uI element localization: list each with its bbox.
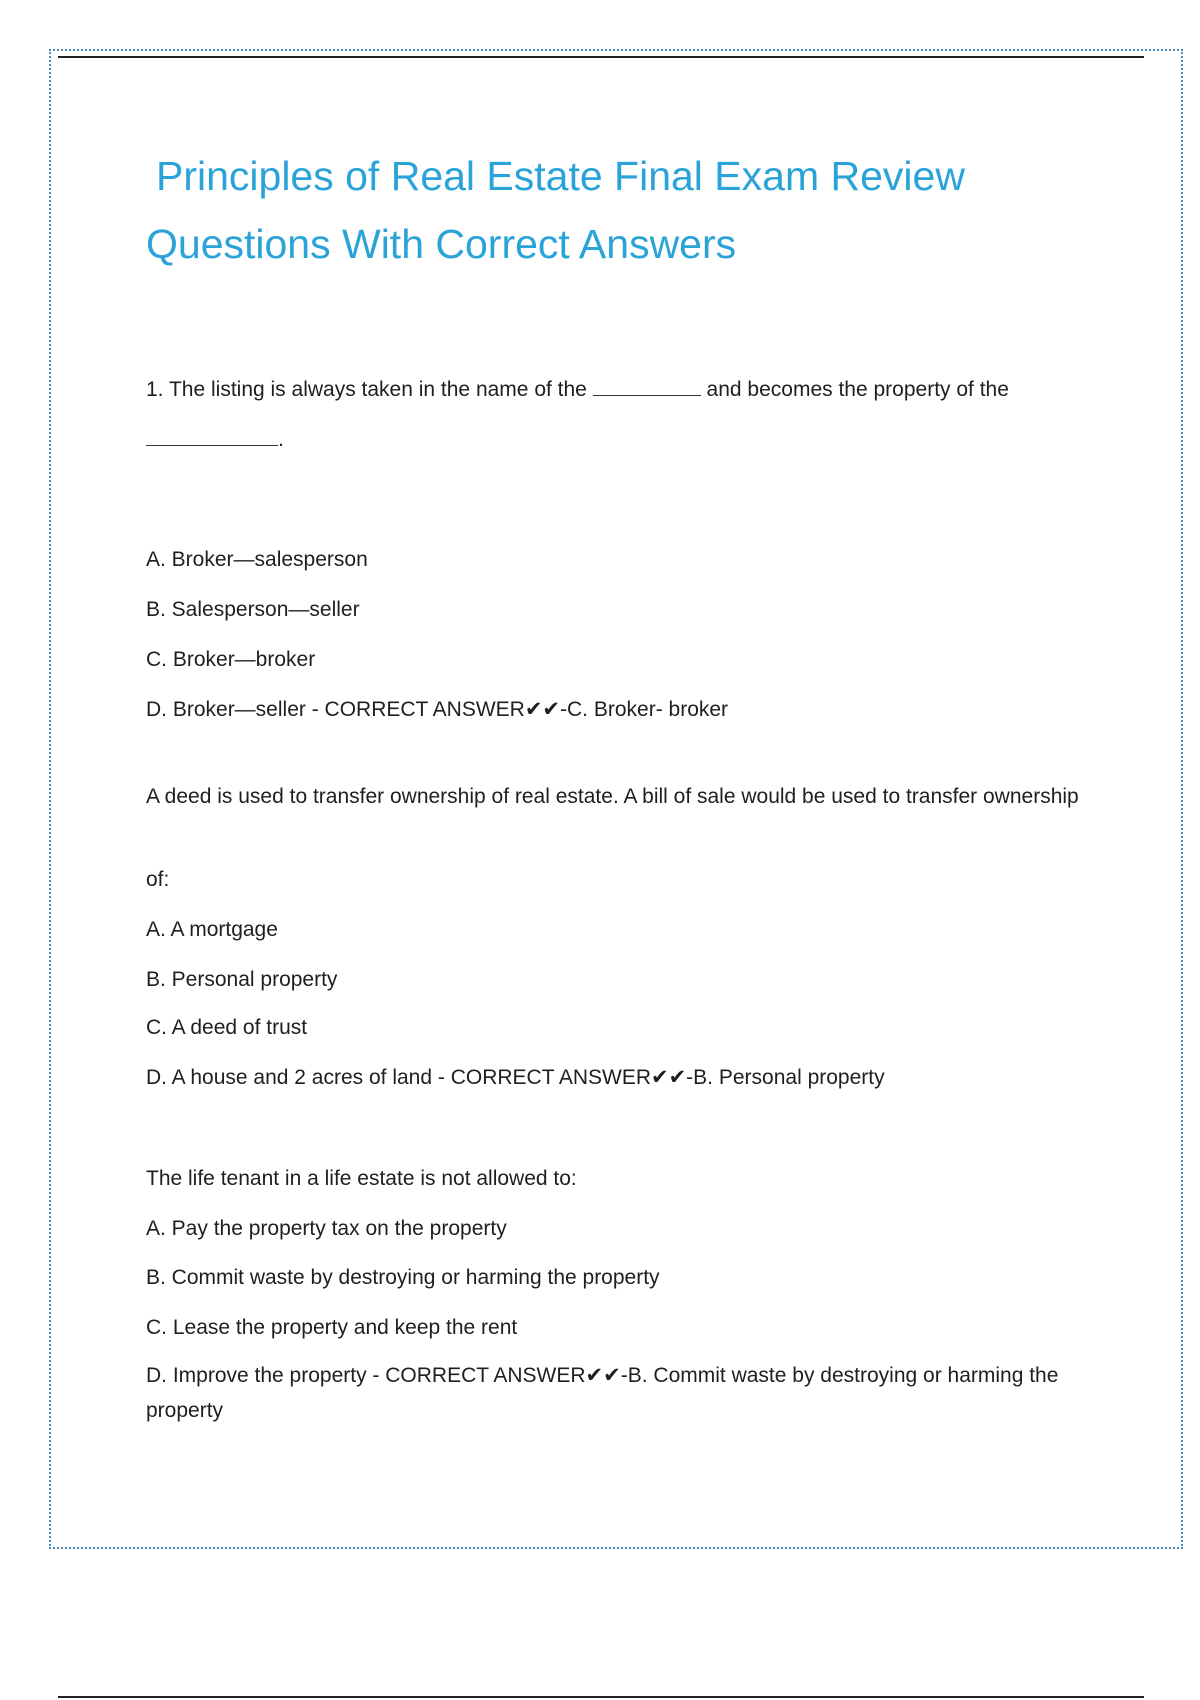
question-1-option-d-answer: D. Broker—seller - CORRECT ANSWER✔✔-C. Broker- broker xyxy=(146,698,729,721)
question-1-option-b: B. Salesperson—seller xyxy=(146,598,360,621)
question-1-option-a: A. Broker—salesperson xyxy=(146,548,368,571)
question-2-option-a: A. A mortgage xyxy=(146,918,278,941)
question-1-text-middle: and becomes the property of the xyxy=(706,378,1009,401)
question-1-option-c: C. Broker—broker xyxy=(146,648,316,671)
question-1-blank-1 xyxy=(593,375,701,396)
title-line-2: Questions With Correct Answers xyxy=(146,221,737,267)
title-line-1: Principles of Real Estate Final Exam Review xyxy=(156,153,965,199)
question-3-option-b: B. Commit waste by destroying or harming the property xyxy=(146,1266,660,1289)
footer-rule xyxy=(58,1696,1144,1698)
question-3-option-d-answer: D. Improve the property - CORRECT ANSWER✔✔-B. Commit waste by destroying or harming the property xyxy=(146,1364,1059,1422)
question-2-text-cont: of: xyxy=(146,868,170,891)
question-1-blank-2 xyxy=(146,425,278,446)
question-2-option-b: B. Personal property xyxy=(146,968,338,991)
question-3-option-c: C. Lease the property and keep the rent xyxy=(146,1316,518,1339)
question-1-period: . xyxy=(278,428,284,451)
question-3-option-a: A. Pay the property tax on the property xyxy=(146,1217,507,1240)
question-1-text-before: 1. The listing is always taken in the name of the xyxy=(146,378,587,401)
question-2-option-d-answer: D. A house and 2 acres of land - CORRECT ANSWER✔✔-B. Personal property xyxy=(146,1066,885,1089)
question-1-text-end xyxy=(146,425,284,455)
question-2-option-c: C. A deed of trust xyxy=(146,1016,308,1039)
question-3-text: The life tenant in a life estate is not allowed to: xyxy=(146,1167,577,1190)
question-1-text xyxy=(146,375,1009,405)
document-title xyxy=(146,142,1106,278)
question-2-text: A deed is used to transfer ownership of real estate. A bill of sale would be used to transfer ownership xyxy=(146,785,1079,808)
